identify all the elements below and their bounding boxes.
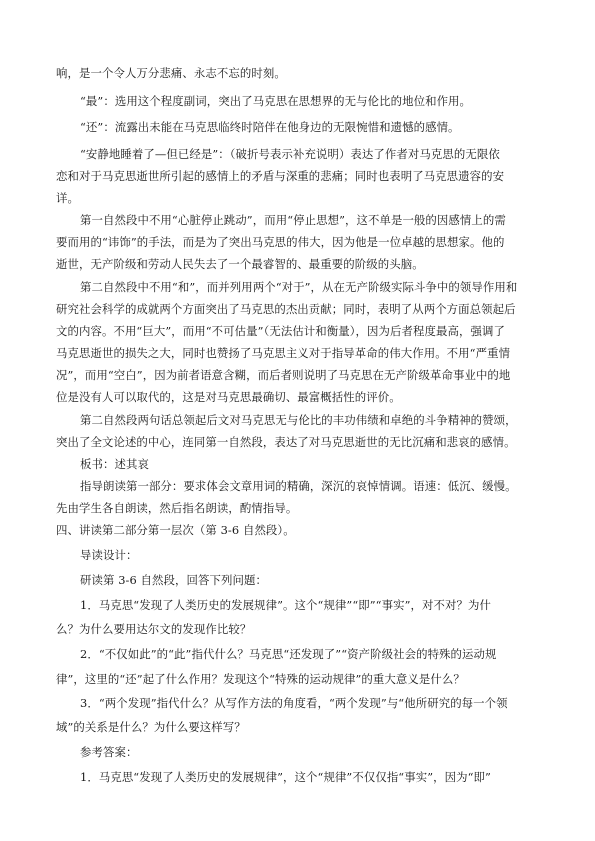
- text-line: 先由学生各自朗读，然后指名朗读，酌情指导。: [56, 501, 298, 515]
- text-line: 逝世，无产阶级和劳动人民失去了一个最睿智的、最重要的阶级的头脑。: [56, 257, 424, 271]
- text-line: 突出了全文论述的中心，连同第一自然段，表达了对马克思逝世的无比沉痛和悲哀的感情。: [56, 435, 516, 449]
- text-line: 恋和对于马克思逝世所引起的感情上的矛盾与深重的悲痛；同时也表明了马克思遗容的安: [56, 169, 505, 183]
- text-line: 参考答案：: [80, 745, 138, 759]
- text-line: 研读第 3-6 自然段，回答下列问题：: [80, 573, 267, 587]
- text-line: 位是没有人可以取代的，这是对马克思最确切、最富概括性的评价。: [56, 390, 401, 404]
- text-line: 要而用的“讳饰”的手法，而是为了突出马克思的伟大，因为他是一位卓越的思想家。他的: [56, 235, 505, 249]
- text-line: 详。: [56, 191, 79, 205]
- text-line: “最”：选用这个程度副词，突出了马克思在思想界的无与伦比的地位和作用。: [80, 94, 472, 108]
- text-line: 况”，而用“空白”，因为前者语意含糊，而后者则说明了马克思在无产阶级革命事业中的地: [56, 368, 511, 382]
- text-line: 第二自然段中不用“和”，而并列用两个“对于”，从在无产阶级实际斗争中的领导作用和: [80, 280, 518, 294]
- text-line: 板书：述其哀: [80, 457, 149, 471]
- text-line: 研究社会科学的成就两个方面突出了马克思的杰出贡献；同时，表明了从两个方面总领起后: [56, 302, 516, 316]
- question-line: 域”的关系是什么？为什么要这样写？: [56, 720, 246, 734]
- question-line: 3．“两个发现”指代什么？从写作方法的角度看，“两个发现”与“他所研究的每一个领: [80, 696, 508, 710]
- section-heading: 四、讲读第二部分第一层次（第 3-6 自然段）。: [56, 523, 295, 537]
- text-line: 马克思逝世的损失之大，同时也赞扬了马克思主义对于指导革命的伟大作用。不用“严重情: [56, 346, 511, 360]
- question-line: 2．“不仅如此”的“此”指代什么？马克思“还发现了”“资产阶级社会的特殊的运动规: [80, 647, 497, 661]
- question-line: 么？为什么要用达尔文的发现作比较？: [56, 622, 252, 636]
- text-line: “还”：流露出未能在马克思临终时陪伴在他身边的无限惋惜和遗憾的感情。: [80, 120, 460, 134]
- answer-line: 1．马克思“发现了人类历史的发展规律”，这个“规律”不仅仅指“事实”，因为“即”: [80, 770, 491, 784]
- text-line: 指导朗读第一部分：要求体会文章用词的精确，深沉的哀悼情调。语速：低沉、缓慢。: [80, 479, 517, 493]
- question-line: 1．马克思“发现了人类历史的发展规律”。这个“规律”“即”“事实”，对不对？为什: [80, 598, 491, 612]
- text-line: 第二自然段两句话总领起后文对马克思无与伦比的丰功伟绩和卓绝的斗争精神的赞颂，: [80, 413, 517, 427]
- text-line: 响，是一个令人万分悲痛、永志不忘的时刻。: [56, 66, 286, 80]
- text-line: 文的内容。不用“巨大”，而用“不可估量”（无法估计和衡量），因为后者程度最高，强调了: [56, 324, 505, 338]
- text-line: 导读设计：: [80, 548, 138, 562]
- question-line: 律”，这里的“还”起了什么作用？发现这个“特殊的运动规律”的重大意义是什么？: [56, 672, 465, 686]
- text-line: “安静地睡着了—但已经是”：（破折号表示补充说明）表达了作者对马克思的无限依: [80, 147, 500, 161]
- text-line: 第一自然段中不用“心脏停止跳动”，而用“停止思想”，这不单是一般的因感情上的需: [80, 213, 506, 227]
